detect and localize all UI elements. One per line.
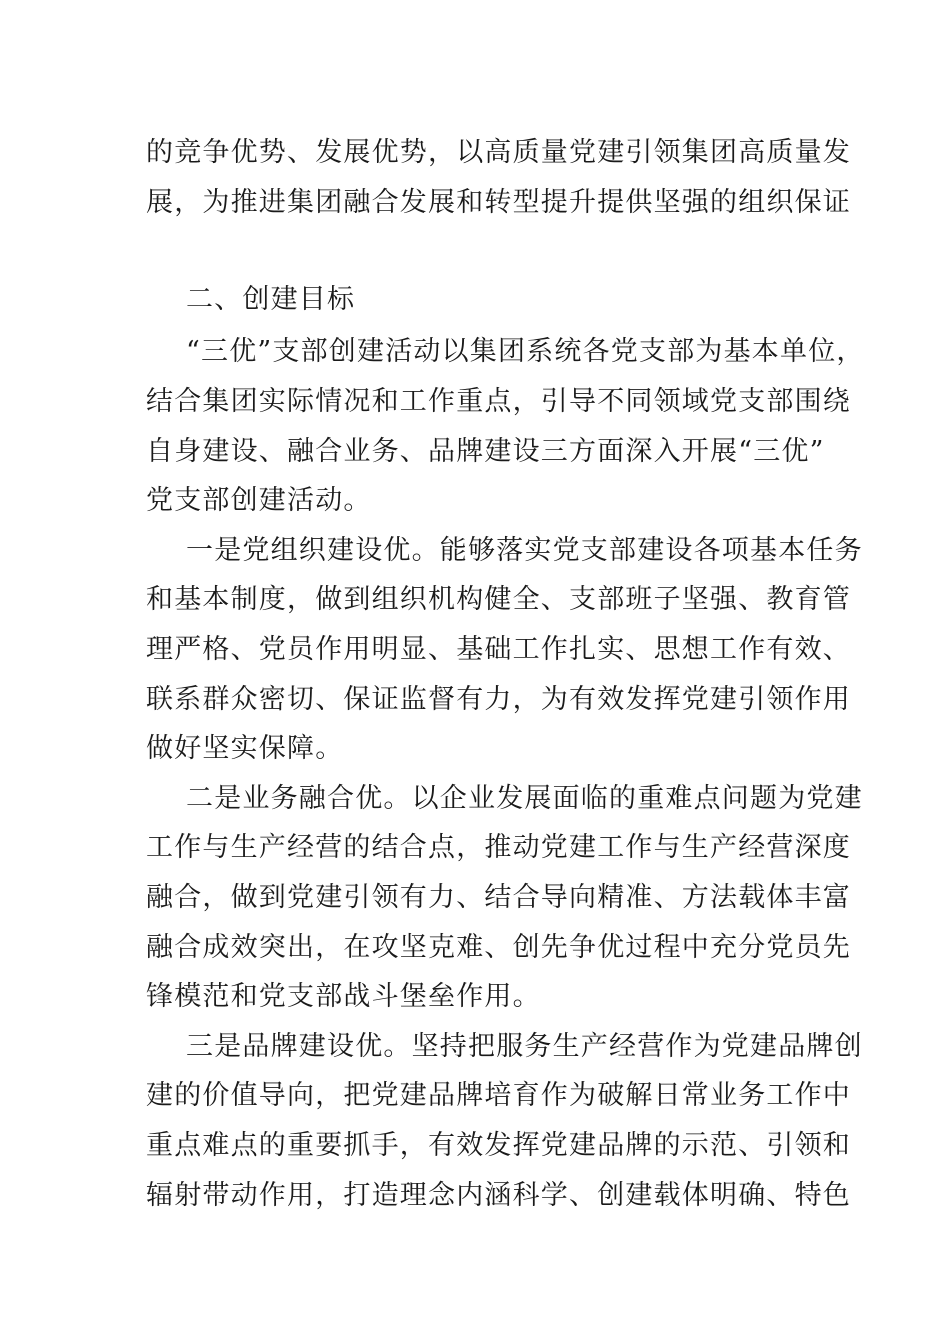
paragraph3-line-4: 融合成效突出，在攻坚克难、创先争优过程中充分党员先: [146, 932, 851, 963]
paragraph2-line-4: 联系群众密切、保证监督有力，为有效发挥党建引领作用: [146, 684, 851, 715]
paragraph4-line-4: 辐射带动作用，打造理念内涵科学、创建载体明确、特色: [146, 1180, 851, 1211]
paragraph2-line-1: 一是党组织建设优。能够落实党支部建设各项基本任务: [186, 535, 863, 566]
paragraph4-line-1: 三是品牌建设优。坚持把服务生产经营作为党建品牌创: [186, 1031, 863, 1062]
paragraph2-line-5: 做好坚实保障。: [146, 733, 344, 764]
paragraph1-line-3: 自身建设、融合业务、品牌建设三方面深入开展“三优”: [146, 436, 825, 467]
paragraph3-line-3: 融合，做到党建引领有力、结合导向精准、方法载体丰富: [146, 882, 851, 913]
intro-line-2: 展，为推进集团融合发展和转型提升提供坚强的组织保证: [146, 187, 851, 218]
section-heading: 二、创建目标: [186, 284, 356, 315]
paragraph1-line-1: “三优”支部创建活动以集团系统各党支部为基本单位，: [186, 336, 865, 367]
intro-line-1: 的竞争优势、发展优势，以高质量党建引领集团高质量发: [146, 137, 851, 168]
paragraph4-line-2: 建的价值导向，把党建品牌培育作为破解日常业务工作中: [146, 1080, 851, 1111]
paragraph3-line-1: 二是业务融合优。以企业发展面临的重难点问题为党建: [186, 783, 863, 814]
paragraph1-line-2: 结合集团实际情况和工作重点，引导不同领域党支部围绕: [146, 386, 851, 417]
paragraph1-line-4: 党支部创建活动。: [146, 485, 372, 516]
paragraph3-line-2: 工作与生产经营的结合点，推动党建工作与生产经营深度: [146, 832, 851, 863]
paragraph3-line-5: 锋模范和党支部战斗堡垒作用。: [146, 981, 541, 1012]
paragraph2-line-3: 理严格、党员作用明显、基础工作扎实、思想工作有效、: [146, 634, 851, 665]
paragraph2-line-2: 和基本制度，做到组织机构健全、支部班子坚强、教育管: [146, 584, 851, 615]
paragraph4-line-3: 重点难点的重要抓手，有效发挥党建品牌的示范、引领和: [146, 1130, 851, 1161]
